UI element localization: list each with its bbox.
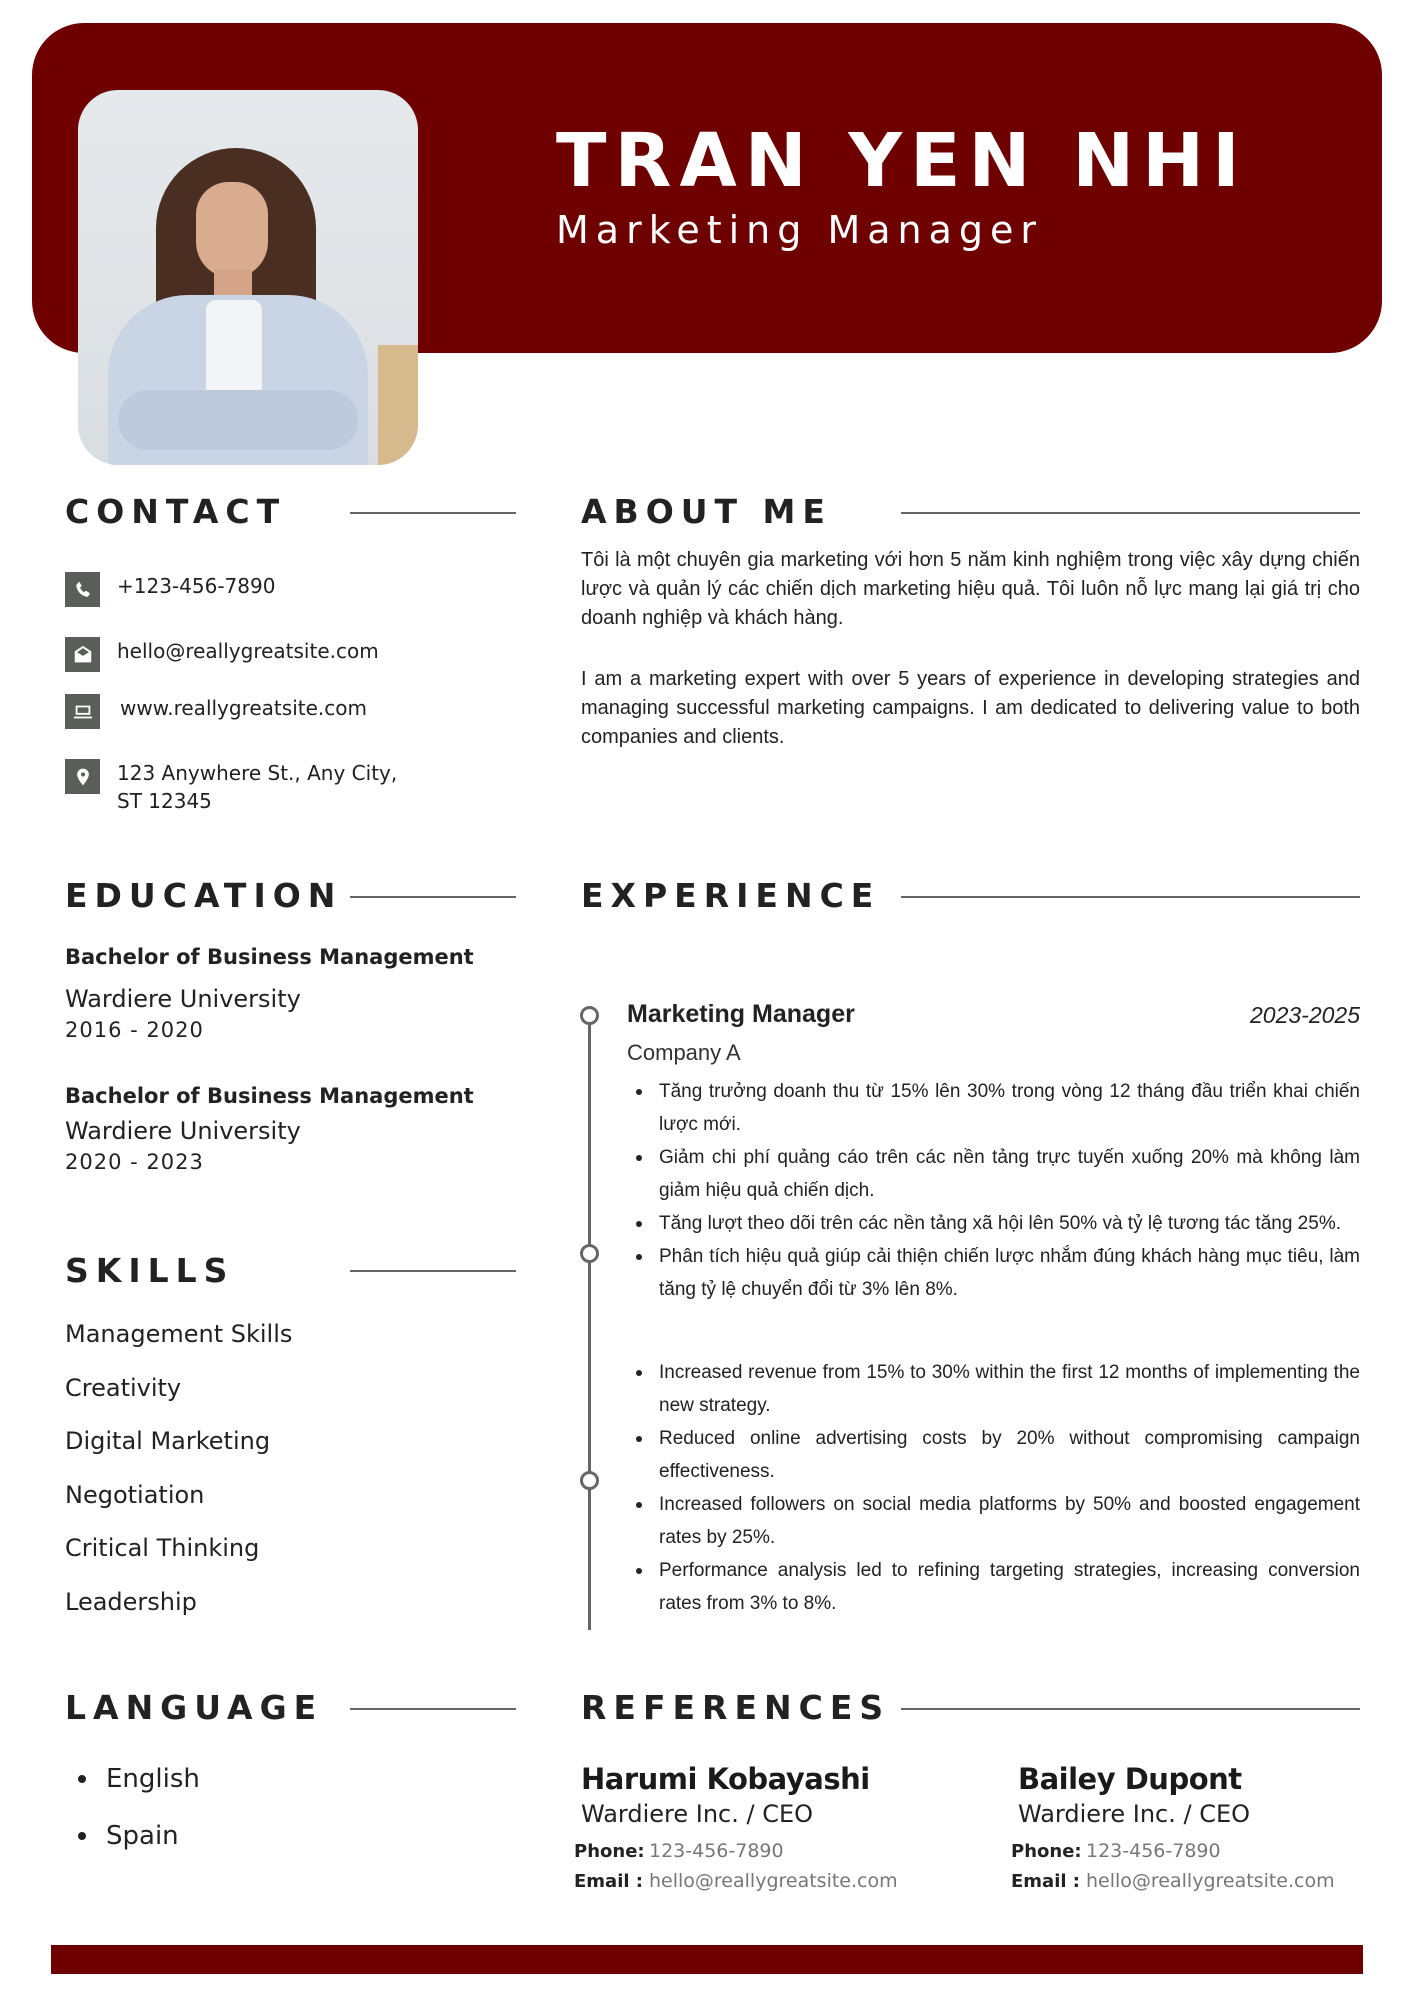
- reference-card: [1011, 1762, 1335, 1892]
- language-divider: [350, 1708, 516, 1710]
- photo-arms: [118, 390, 358, 450]
- skill-item: Creativity: [65, 1374, 182, 1402]
- about-heading: ABOUT ME: [581, 492, 832, 531]
- contact-divider: [350, 512, 516, 514]
- skills-heading: SKILLS: [65, 1251, 235, 1290]
- reference-name: Bailey Dupont: [1018, 1762, 1242, 1796]
- timeline-dot: [580, 1244, 599, 1263]
- language-item: [78, 1764, 200, 1794]
- reference-email: hello@reallygreatsite.com: [649, 1870, 898, 1892]
- experience-bullet: Increased followers on social media platforms by 50% and boosted engagement rates by 25%.: [636, 1488, 1360, 1554]
- experience-divider: [901, 896, 1360, 898]
- reference-phone-row: [1011, 1840, 1335, 1862]
- contact-website-text: www.reallygreatsite.com: [120, 696, 367, 720]
- reference-company: Wardiere Inc. / CEO: [1018, 1800, 1251, 1828]
- person-name: TRAN YEN NHI: [556, 118, 1248, 204]
- experience-bullet: Increased revenue from 15% to 30% within the first 12 months of implementing the new strategy.: [636, 1356, 1360, 1422]
- experience-company: Company A: [627, 1040, 741, 1065]
- references-heading: REFERENCES: [581, 1688, 891, 1727]
- experience-bullet: Tăng trưởng doanh thu từ 15% lên 30% trong vòng 12 tháng đầu triển khai chiến lược mới.: [636, 1075, 1360, 1141]
- phone-label: Phone:: [1011, 1841, 1082, 1862]
- contact-email[interactable]: [65, 637, 379, 672]
- email-label: Email :: [1011, 1871, 1081, 1892]
- reference-email-row: [574, 1870, 898, 1892]
- experience-job-title: Marketing Manager: [627, 1000, 855, 1028]
- profile-photo: [78, 90, 418, 465]
- about-paragraph-vi: Tôi là một chuyên gia marketing với hơn 5 năm kinh nghiệm trong việc xây dựng chiến lược và quản lý các chiến dịch marketing hiệu quả. Tôi luôn nỗ lực mang lại giá trị cho doanh nghiệp và khách hàng.: [581, 549, 1360, 629]
- language-item: [78, 1821, 179, 1851]
- experience-bullet: Giảm chi phí quảng cáo trên các nền tảng trực tuyến xuống 20% mà không làm giảm hiệu quả chiến dịch.: [636, 1141, 1360, 1207]
- contact-website[interactable]: [65, 694, 367, 729]
- experience-bullet: Phân tích hiệu quả giúp cải thiện chiến lược nhắm đúng khách hàng mục tiêu, làm tăng tỷ lệ chuyển đổi từ 3% lên 8%.: [636, 1240, 1360, 1306]
- education-degree: Bachelor of Business Management: [65, 1084, 474, 1108]
- language-label: English: [106, 1764, 200, 1794]
- experience-bullet: Tăng lượt theo dõi trên các nền tảng xã hội lên 50% và tỷ lệ tương tác tăng 25%.: [636, 1207, 1360, 1240]
- reference-email-row: [1011, 1870, 1335, 1892]
- bullet-dot: [78, 1832, 86, 1840]
- footer-bar: [51, 1945, 1363, 1974]
- education-years: 2020 - 2023: [65, 1150, 204, 1174]
- reference-phone-row: [574, 1840, 898, 1862]
- skill-item: Leadership: [65, 1588, 197, 1616]
- job-title-header: Marketing Manager: [556, 208, 1044, 252]
- photo-background-shelf: [378, 345, 418, 465]
- email-label: Email :: [574, 1871, 644, 1892]
- education-divider: [350, 896, 516, 898]
- experience-heading: EXPERIENCE: [581, 876, 881, 915]
- bullet-dot: [78, 1775, 86, 1783]
- education-degree: Bachelor of Business Management: [65, 945, 474, 969]
- education-years: 2016 - 2020: [65, 1018, 204, 1042]
- phone-label: Phone:: [574, 1841, 645, 1862]
- photo-face: [196, 182, 268, 278]
- about-divider: [901, 512, 1360, 514]
- reference-name: Harumi Kobayashi: [581, 1762, 870, 1796]
- references-divider: [901, 1708, 1360, 1710]
- location-pin-icon: [65, 759, 100, 794]
- skills-divider: [350, 1270, 516, 1272]
- contact-heading: CONTACT: [65, 492, 287, 531]
- experience-bullets-vi: [636, 1075, 1360, 1306]
- contact-address: [65, 759, 417, 815]
- timeline-dot: [580, 1006, 599, 1025]
- email-icon: [65, 637, 100, 672]
- language-heading: LANGUAGE: [65, 1688, 324, 1727]
- education-school: Wardiere University: [65, 985, 301, 1013]
- reference-company: Wardiere Inc. / CEO: [581, 1800, 814, 1828]
- experience-bullet: Reduced online advertising costs by 20% without compromising campaign effectiveness.: [636, 1422, 1360, 1488]
- laptop-icon: [65, 694, 100, 729]
- experience-job-years: 2023-2025: [1250, 1002, 1360, 1028]
- education-school: Wardiere University: [65, 1117, 301, 1145]
- skill-item: Critical Thinking: [65, 1534, 260, 1562]
- experience-bullets-en: [636, 1356, 1360, 1620]
- skill-item: Negotiation: [65, 1481, 205, 1509]
- skill-item: Management Skills: [65, 1320, 293, 1348]
- language-label: Spain: [106, 1821, 179, 1851]
- experience-bullet: Performance analysis led to refining targeting strategies, increasing conversion rates from 3% to 8%.: [636, 1554, 1360, 1620]
- timeline-line: [588, 1015, 591, 1630]
- reference-phone: 123-456-7890: [649, 1840, 784, 1862]
- contact-address-text: 123 Anywhere St., Any City, ST 12345: [117, 761, 398, 813]
- about-paragraph-en: I am a marketing expert with over 5 years of experience in developing strategies and managing successful marketing campaigns. I am dedicated to delivering value to both companies and clients.: [581, 668, 1360, 748]
- skill-item: Digital Marketing: [65, 1427, 271, 1455]
- reference-card: [574, 1762, 898, 1892]
- reference-email: hello@reallygreatsite.com: [1086, 1870, 1335, 1892]
- timeline-dot: [580, 1471, 599, 1490]
- contact-phone-text: +123-456-7890: [117, 574, 276, 598]
- contact-phone[interactable]: [65, 572, 275, 607]
- education-heading: EDUCATION: [65, 876, 343, 915]
- reference-phone: 123-456-7890: [1086, 1840, 1221, 1862]
- phone-icon: [65, 572, 100, 607]
- contact-email-text: hello@reallygreatsite.com: [117, 639, 379, 663]
